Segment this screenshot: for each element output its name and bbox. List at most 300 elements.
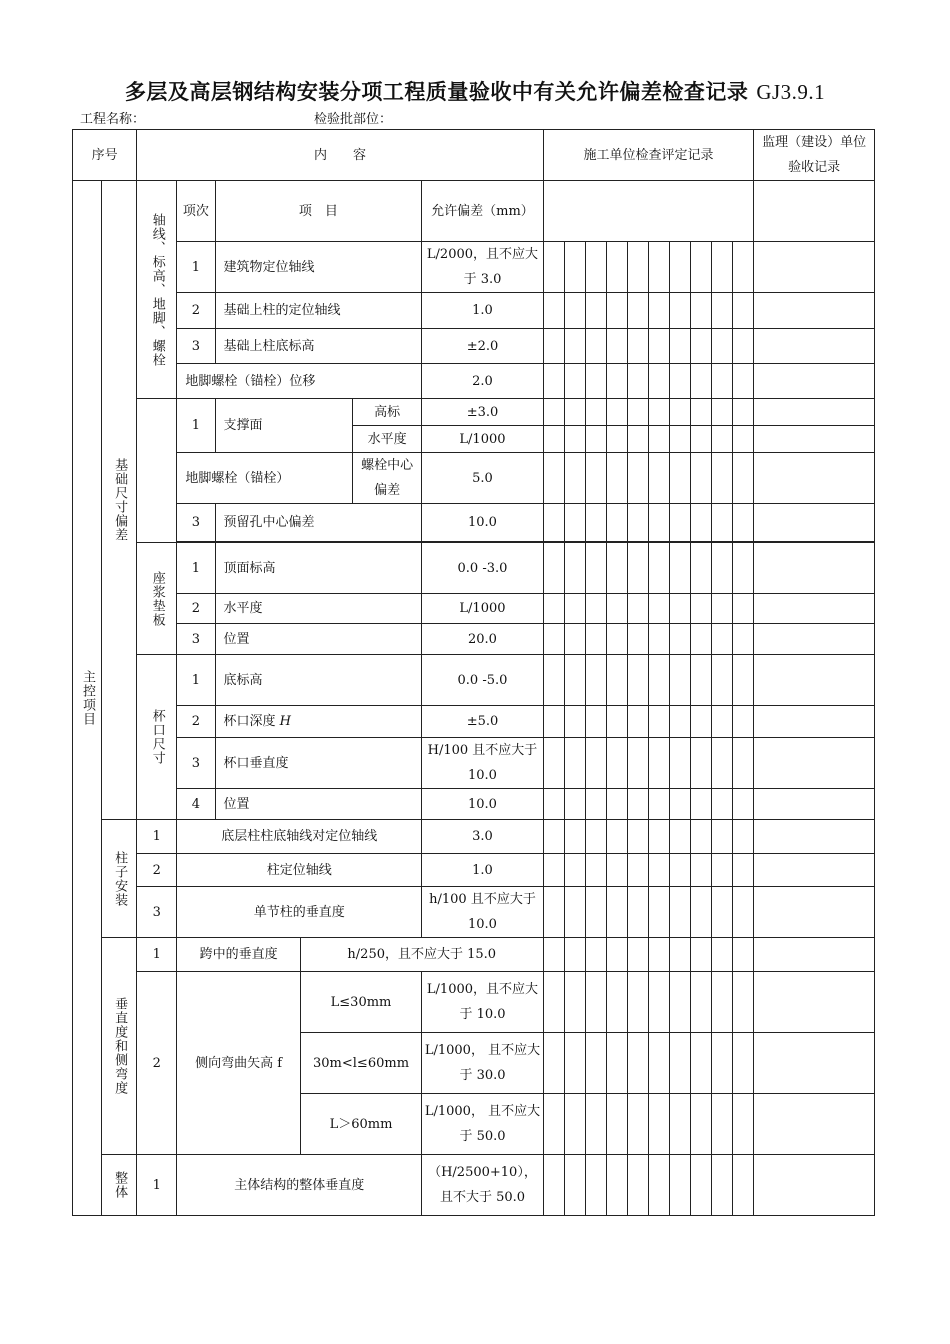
check-cell[interactable] <box>649 426 670 453</box>
check-cell[interactable] <box>649 364 670 399</box>
check-cell[interactable] <box>543 1094 564 1155</box>
check-cell[interactable] <box>543 426 564 453</box>
check-cell[interactable] <box>712 624 733 655</box>
check-cell[interactable] <box>564 624 585 655</box>
check-cell[interactable] <box>733 624 754 655</box>
check-cell[interactable] <box>627 426 648 453</box>
check-cell[interactable] <box>649 504 670 542</box>
axis-elevation-group: 轴线、标高、地脚、螺栓 <box>137 181 177 399</box>
check-cell[interactable] <box>543 364 564 399</box>
check-cell[interactable] <box>670 972 691 1033</box>
check-cell[interactable] <box>649 242 670 293</box>
check-cell[interactable] <box>691 594 712 624</box>
check-cell[interactable] <box>564 887 585 938</box>
supervisor-cell[interactable] <box>754 594 875 624</box>
page-title: 多层及高层钢结构安装分项工程质量验收中有关允许偏差检查记录 GJ3.9.1 <box>124 79 826 104</box>
check-cell[interactable] <box>543 399 564 426</box>
check-cell[interactable] <box>606 1033 627 1094</box>
check-cell[interactable] <box>606 1094 627 1155</box>
check-cell[interactable] <box>733 789 754 820</box>
sub-item-label: L＞60mm <box>300 1094 421 1155</box>
check-cell[interactable] <box>627 594 648 624</box>
grout-pad-group: 座浆垫板 <box>137 543 177 655</box>
check-cell[interactable] <box>649 543 670 594</box>
check-cell[interactable] <box>691 789 712 820</box>
check-cell[interactable] <box>691 399 712 426</box>
check-cell[interactable] <box>543 543 564 594</box>
seq-header: 序号 <box>73 130 137 181</box>
check-cell[interactable] <box>543 655 564 706</box>
check-cell[interactable] <box>585 242 606 293</box>
check-cell[interactable] <box>564 364 585 399</box>
check-cell[interactable] <box>733 293 754 329</box>
check-cell[interactable] <box>627 504 648 542</box>
supervisor-cell[interactable] <box>754 887 875 938</box>
item-label: 地脚螺栓（锚栓）位移 <box>177 364 422 399</box>
check-cell[interactable] <box>564 738 585 789</box>
check-cell[interactable] <box>627 624 648 655</box>
check-cell[interactable] <box>712 329 733 364</box>
check-cell[interactable] <box>691 820 712 854</box>
check-cell[interactable] <box>670 329 691 364</box>
check-cell[interactable] <box>733 399 754 426</box>
check-cell[interactable] <box>733 426 754 453</box>
check-cell[interactable] <box>649 938 670 972</box>
check-cell[interactable] <box>543 242 564 293</box>
check-cell[interactable] <box>585 543 606 594</box>
check-cell[interactable] <box>564 399 585 426</box>
check-cell[interactable] <box>712 655 733 706</box>
check-cell[interactable] <box>712 1094 733 1155</box>
tolerance-value: L/2000，且不应大于 3.0 <box>422 242 543 293</box>
check-cell[interactable] <box>627 972 648 1033</box>
check-cell[interactable] <box>712 594 733 624</box>
check-cell[interactable] <box>733 594 754 624</box>
check-cell[interactable] <box>670 399 691 426</box>
check-cell[interactable] <box>606 887 627 938</box>
check-cell[interactable] <box>627 453 648 504</box>
check-cell[interactable] <box>691 426 712 453</box>
check-cell[interactable] <box>649 329 670 364</box>
check-cell[interactable] <box>543 293 564 329</box>
content-header: 内 容 <box>137 130 543 181</box>
check-cell[interactable] <box>564 453 585 504</box>
check-cell[interactable] <box>585 399 606 426</box>
check-cell[interactable] <box>606 329 627 364</box>
check-cell[interactable] <box>627 242 648 293</box>
check-cell[interactable] <box>627 854 648 887</box>
check-cell[interactable] <box>564 329 585 364</box>
inspection-table: 序号 内 容 施工单位检查评定记录 监理（建设）单位验收记录 主控项目 基础尺寸偏差 轴线、标高、地脚、螺栓 项次 项 目 允许偏差（mm） 1 建筑物定位轴线 L/2000，且不应大于 3.0 2 基础上柱的定位轴线 1.0 3 基础上柱底标高 ±2.0 地脚螺栓（锚栓）位移 2.0 1 支撑面 高标 ±3.0 水平度 L/1000 地脚螺栓（锚栓） 螺栓中心偏差 5.0 3 预留孔中心偏差 10.0 座浆垫板 1 顶面标高 0.0 -3.0 2 水平度 L/1000 3 位置 20.0 杯口尺寸 1 底标高 0.0 -5.0 2 杯口深度 H ±5.0 3 杯口垂直度 H/100 且不应大于 10.0 4 位置 10.0 柱子安装 1 底层柱柱底轴线对定位轴线 3.0 2 柱定位轴线 1.0 3 单节柱的垂直度 h/100 且不应大于 10.0 垂直度和侧弯度 1 跨中的垂直度 h/250，且不应大于 15.0 2 侧向弯曲矢高 f L≤30mm L/1000，且不应大于 10.0 30m<l≤60mm L/1000， 且不应大于 30.0 L＞60mm L/1000， 且不应大于 50.0 整体 1 主体结构的整体垂直度 （H/2500+10），且不大于 50.0 <box>72 129 875 1216</box>
check-cell[interactable] <box>606 594 627 624</box>
item-label: 跨中的垂直度 <box>177 938 300 972</box>
tolerance-value: 1.0 <box>422 293 543 329</box>
check-cell[interactable] <box>712 738 733 789</box>
item-label: 底标高 <box>215 655 422 706</box>
check-cell[interactable] <box>564 655 585 706</box>
check-cell[interactable] <box>691 624 712 655</box>
whole-group: 整体 <box>102 1155 137 1216</box>
supervisor-cell[interactable] <box>754 624 875 655</box>
supervisor-cell[interactable] <box>754 1155 875 1216</box>
check-cell[interactable] <box>670 655 691 706</box>
check-cell[interactable] <box>691 543 712 594</box>
item-label: 基础上柱的定位轴线 <box>215 293 422 329</box>
tolerance-value: 20.0 <box>422 624 543 655</box>
check-cell[interactable] <box>670 242 691 293</box>
check-cell[interactable] <box>712 426 733 453</box>
contractor-record-header: 施工单位检查评定记录 <box>543 130 754 181</box>
sub-item-label: 高标 <box>353 399 422 426</box>
check-cell[interactable] <box>670 1155 691 1216</box>
check-cell[interactable] <box>733 738 754 789</box>
check-cell[interactable] <box>606 1155 627 1216</box>
check-cell[interactable] <box>649 820 670 854</box>
check-cell[interactable] <box>712 820 733 854</box>
supervisor-cell[interactable] <box>754 1094 875 1155</box>
check-cell[interactable] <box>670 820 691 854</box>
check-cell[interactable] <box>712 293 733 329</box>
check-cell[interactable] <box>543 820 564 854</box>
check-cell[interactable] <box>712 789 733 820</box>
check-cell[interactable] <box>670 293 691 329</box>
item-label: 位置 <box>215 624 422 655</box>
check-cell[interactable] <box>606 706 627 738</box>
supervisor-cell[interactable] <box>754 738 875 789</box>
batch-location-label: 检验批部位： <box>314 112 393 127</box>
check-cell[interactable] <box>627 293 648 329</box>
check-cell[interactable] <box>712 399 733 426</box>
check-cell[interactable] <box>670 504 691 542</box>
supervisor-cell[interactable] <box>754 329 875 364</box>
check-cell[interactable] <box>649 1033 670 1094</box>
check-cell[interactable] <box>585 504 606 542</box>
supervisor-cell[interactable] <box>754 426 875 453</box>
check-cell[interactable] <box>670 453 691 504</box>
check-cell[interactable] <box>585 364 606 399</box>
check-cell[interactable] <box>691 1033 712 1094</box>
item-label: 柱定位轴线 <box>177 854 422 887</box>
check-cell[interactable] <box>606 364 627 399</box>
tolerance-value: L/1000 <box>422 426 543 453</box>
tolerance-value: 10.0 <box>422 789 543 820</box>
check-cell[interactable] <box>606 938 627 972</box>
check-cell[interactable] <box>670 789 691 820</box>
check-cell[interactable] <box>691 887 712 938</box>
check-cell[interactable] <box>712 1033 733 1094</box>
check-cell[interactable] <box>606 738 627 789</box>
check-cell[interactable] <box>733 453 754 504</box>
check-cell[interactable] <box>543 504 564 542</box>
check-cell[interactable] <box>691 364 712 399</box>
item-label: 杯口垂直度 <box>215 738 422 789</box>
item-label: 建筑物定位轴线 <box>215 242 422 293</box>
check-cell[interactable] <box>691 706 712 738</box>
check-cell[interactable] <box>670 887 691 938</box>
check-cell[interactable] <box>627 887 648 938</box>
check-cell[interactable] <box>649 293 670 329</box>
check-cell[interactable] <box>670 364 691 399</box>
check-cell[interactable] <box>670 426 691 453</box>
check-cell[interactable] <box>691 293 712 329</box>
check-cell[interactable] <box>733 1033 754 1094</box>
check-cell[interactable] <box>712 854 733 887</box>
check-cell[interactable] <box>585 624 606 655</box>
item-label: 主体结构的整体垂直度 <box>177 1155 422 1216</box>
check-cell[interactable] <box>733 854 754 887</box>
supervisor-cell[interactable] <box>754 655 875 706</box>
check-cell[interactable] <box>691 972 712 1033</box>
check-cell[interactable] <box>733 820 754 854</box>
supervisor-cell[interactable] <box>754 543 875 594</box>
project-name-label: 工程名称： <box>80 112 146 127</box>
check-cell[interactable] <box>606 854 627 887</box>
check-cell[interactable] <box>543 453 564 504</box>
check-cell[interactable] <box>627 938 648 972</box>
check-cell[interactable] <box>649 738 670 789</box>
check-cell[interactable] <box>733 1094 754 1155</box>
check-cell[interactable] <box>670 624 691 655</box>
supervisor-cell[interactable] <box>754 242 875 293</box>
check-cell[interactable] <box>733 655 754 706</box>
check-cell[interactable] <box>691 504 712 542</box>
supervisor-cell[interactable] <box>754 453 875 504</box>
supervisor-cell[interactable] <box>754 854 875 887</box>
check-cell[interactable] <box>627 1094 648 1155</box>
item-label: 侧向弯曲矢高 f <box>177 972 300 1155</box>
check-cell[interactable] <box>543 624 564 655</box>
check-cell[interactable] <box>712 543 733 594</box>
check-cell[interactable] <box>691 329 712 364</box>
check-cell[interactable] <box>585 1155 606 1216</box>
check-cell[interactable] <box>585 426 606 453</box>
check-cell[interactable] <box>712 887 733 938</box>
item-label: 底层柱柱底轴线对定位轴线 <box>177 820 422 854</box>
check-cell[interactable] <box>543 1033 564 1094</box>
check-cell[interactable] <box>627 820 648 854</box>
check-cell[interactable] <box>649 972 670 1033</box>
check-cell[interactable] <box>691 938 712 972</box>
check-cell[interactable] <box>649 789 670 820</box>
check-cell[interactable] <box>733 887 754 938</box>
check-cell[interactable] <box>585 293 606 329</box>
foundation-deviation-group: 基础尺寸偏差 <box>102 181 137 820</box>
sub-item-label: L≤30mm <box>300 972 421 1033</box>
check-cell[interactable] <box>585 972 606 1033</box>
check-cell[interactable] <box>649 594 670 624</box>
check-cell[interactable] <box>733 972 754 1033</box>
form-code: GJ3.9.1 <box>756 80 826 104</box>
check-cell[interactable] <box>649 1155 670 1216</box>
supervisor-cell[interactable] <box>754 938 875 972</box>
check-cell[interactable] <box>712 706 733 738</box>
supervisor-cell[interactable] <box>754 1033 875 1094</box>
check-cell[interactable] <box>649 1094 670 1155</box>
check-cell[interactable] <box>606 624 627 655</box>
sub-item-label: 30m<l≤60mm <box>300 1033 421 1094</box>
check-cell[interactable] <box>627 364 648 399</box>
check-cell[interactable] <box>585 789 606 820</box>
check-cell[interactable] <box>733 504 754 542</box>
check-cell[interactable] <box>543 854 564 887</box>
check-cell[interactable] <box>627 1155 648 1216</box>
check-cell[interactable] <box>733 1155 754 1216</box>
check-cell[interactable] <box>691 854 712 887</box>
check-cell[interactable] <box>627 329 648 364</box>
check-cell[interactable] <box>606 293 627 329</box>
check-cell[interactable] <box>543 329 564 364</box>
supervisor-cell[interactable] <box>754 820 875 854</box>
tolerance-value: L/1000，且不应大于 10.0 <box>422 972 543 1033</box>
check-cell[interactable] <box>670 1094 691 1155</box>
check-cell[interactable] <box>712 1155 733 1216</box>
tolerance-value: L/1000， 且不应大于 50.0 <box>422 1094 543 1155</box>
check-cell[interactable] <box>543 706 564 738</box>
check-cell[interactable] <box>564 1155 585 1216</box>
check-cell[interactable] <box>627 706 648 738</box>
check-cell[interactable] <box>585 854 606 887</box>
check-cell[interactable] <box>585 1033 606 1094</box>
check-cell[interactable] <box>564 426 585 453</box>
check-cell[interactable] <box>564 1033 585 1094</box>
check-cell[interactable] <box>564 789 585 820</box>
check-cell[interactable] <box>564 854 585 887</box>
check-cell[interactable] <box>606 972 627 1033</box>
check-cell[interactable] <box>606 655 627 706</box>
check-cell[interactable] <box>543 938 564 972</box>
check-cell[interactable] <box>606 242 627 293</box>
item-label: 预留孔中心偏差 <box>215 504 422 542</box>
check-cell[interactable] <box>712 242 733 293</box>
check-cell[interactable] <box>585 655 606 706</box>
check-cell[interactable] <box>670 938 691 972</box>
check-cell[interactable] <box>543 738 564 789</box>
supervisor-cell[interactable] <box>754 364 875 399</box>
check-cell[interactable] <box>564 504 585 542</box>
check-cell[interactable] <box>564 242 585 293</box>
check-cell[interactable] <box>733 706 754 738</box>
main-control-group: 主控项目 <box>73 181 102 1216</box>
tolerance-value: H/100 且不应大于 10.0 <box>422 738 543 789</box>
check-cell[interactable] <box>585 938 606 972</box>
check-cell[interactable] <box>712 504 733 542</box>
sub-item-label: 螺栓中心偏差 <box>353 453 422 504</box>
supervisor-cell[interactable] <box>754 706 875 738</box>
tolerance-value: 3.0 <box>422 820 543 854</box>
check-cell[interactable] <box>712 938 733 972</box>
check-cell[interactable] <box>585 706 606 738</box>
supervisor-cell[interactable] <box>754 972 875 1033</box>
check-cell[interactable] <box>670 738 691 789</box>
sub-item-label: 水平度 <box>353 426 422 453</box>
verticality-group: 垂直度和侧弯度 <box>102 938 137 1155</box>
check-cell[interactable] <box>627 655 648 706</box>
check-cell[interactable] <box>670 706 691 738</box>
check-cell[interactable] <box>649 854 670 887</box>
supervisor-cell[interactable] <box>754 293 875 329</box>
check-cell[interactable] <box>670 594 691 624</box>
check-cell[interactable] <box>564 938 585 972</box>
check-cell[interactable] <box>649 624 670 655</box>
check-cell[interactable] <box>691 453 712 504</box>
check-cell[interactable] <box>543 789 564 820</box>
check-cell[interactable] <box>733 329 754 364</box>
check-cell[interactable] <box>585 887 606 938</box>
check-cell[interactable] <box>691 1155 712 1216</box>
check-cell[interactable] <box>564 293 585 329</box>
check-cell[interactable] <box>585 594 606 624</box>
check-cell[interactable] <box>733 543 754 594</box>
check-cell[interactable] <box>670 1033 691 1094</box>
check-cell[interactable] <box>627 789 648 820</box>
check-cell[interactable] <box>564 706 585 738</box>
item-label: 地脚螺栓（锚栓） <box>177 453 353 504</box>
check-cell[interactable] <box>712 364 733 399</box>
check-cell[interactable] <box>585 820 606 854</box>
supervisor-cell[interactable] <box>754 504 875 542</box>
check-cell[interactable] <box>543 972 564 1033</box>
check-cell[interactable] <box>543 887 564 938</box>
check-cell[interactable] <box>564 543 585 594</box>
check-cell[interactable] <box>564 1094 585 1155</box>
check-cell[interactable] <box>627 738 648 789</box>
check-cell[interactable] <box>649 453 670 504</box>
check-cell[interactable] <box>733 364 754 399</box>
check-cell[interactable] <box>564 972 585 1033</box>
item-label: 顶面标高 <box>215 543 422 594</box>
check-cell[interactable] <box>627 543 648 594</box>
check-cell[interactable] <box>585 1094 606 1155</box>
supervisor-cell[interactable] <box>754 399 875 426</box>
check-cell[interactable] <box>585 329 606 364</box>
tolerance-value: L/1000， 且不应大于 30.0 <box>422 1033 543 1094</box>
check-cell[interactable] <box>649 655 670 706</box>
check-cell[interactable] <box>649 399 670 426</box>
check-cell[interactable] <box>606 820 627 854</box>
check-cell[interactable] <box>564 820 585 854</box>
check-cell[interactable] <box>606 504 627 542</box>
check-cell[interactable] <box>733 242 754 293</box>
check-cell[interactable] <box>712 453 733 504</box>
check-cell[interactable] <box>670 854 691 887</box>
check-cell[interactable] <box>606 399 627 426</box>
check-cell[interactable] <box>691 242 712 293</box>
check-cell[interactable] <box>606 453 627 504</box>
check-cell[interactable] <box>691 1094 712 1155</box>
support-group <box>137 399 177 543</box>
check-cell[interactable] <box>585 738 606 789</box>
check-cell[interactable] <box>606 543 627 594</box>
check-cell[interactable] <box>627 1033 648 1094</box>
check-cell[interactable] <box>733 938 754 972</box>
check-cell[interactable] <box>691 738 712 789</box>
check-cell[interactable] <box>649 887 670 938</box>
tolerance-value: （H/2500+10），且不大于 50.0 <box>422 1155 543 1216</box>
check-cell[interactable] <box>606 789 627 820</box>
check-cell[interactable] <box>564 594 585 624</box>
supervisor-cell[interactable] <box>754 789 875 820</box>
check-cell[interactable] <box>585 453 606 504</box>
check-cell[interactable] <box>543 1155 564 1216</box>
check-cell[interactable] <box>543 594 564 624</box>
check-cell[interactable] <box>606 426 627 453</box>
check-cell[interactable] <box>712 972 733 1033</box>
check-cell[interactable] <box>670 543 691 594</box>
check-cell[interactable] <box>627 399 648 426</box>
check-cell[interactable] <box>649 706 670 738</box>
item-label: 基础上柱底标高 <box>215 329 422 364</box>
check-cell[interactable] <box>691 655 712 706</box>
